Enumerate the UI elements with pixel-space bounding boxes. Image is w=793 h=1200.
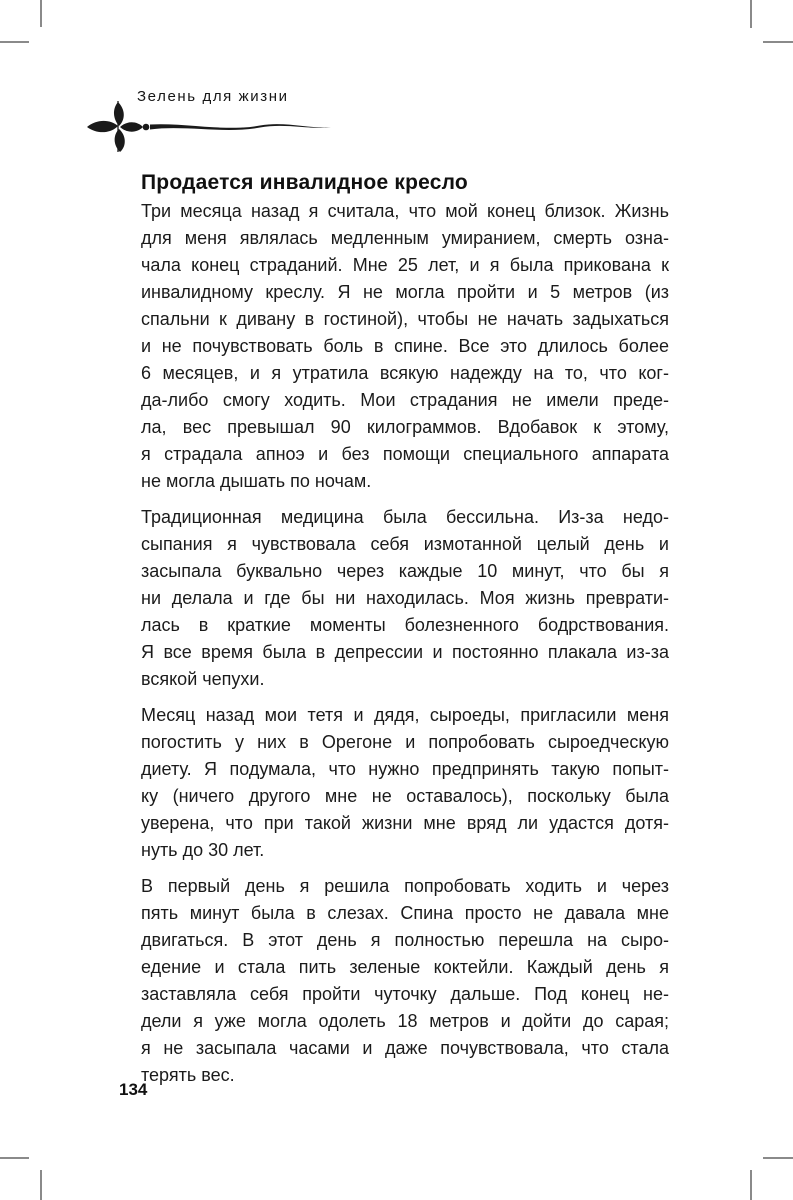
paragraph: [141, 873, 669, 1089]
text-line: Месяц назад мои тетя и дядя, сыроеды, пригласили меня: [141, 705, 669, 725]
text-line: ни делала и где бы ни находилась. Моя жизнь преврати-: [141, 588, 669, 608]
text-line: дели я уже могла одолеть 18 метров и дойти до сарая;: [141, 1011, 669, 1031]
text-line: да-либо смогу ходить. Мои страдания не имели преде-: [141, 390, 669, 410]
flourish-ornament-icon: [85, 99, 335, 153]
crop-mark-top-left-horizontal: [0, 41, 29, 43]
text-line: Традиционная медицина была бессильна. Из-за недо-: [141, 507, 669, 527]
text-line: сыпания я чувствовала себя измотанной целый день и: [141, 534, 669, 554]
text-line: для меня являлась медленным умиранием, смерть озна-: [141, 228, 669, 248]
text-line: нуть до 30 лет.: [141, 840, 265, 860]
paragraphs: [141, 198, 669, 1089]
text-line: инвалидному креслу. Я не могла пройти и 5 метров (из: [141, 282, 669, 302]
text-line: не могла дышать по ночам.: [141, 471, 372, 491]
page-number: 134: [119, 1080, 148, 1099]
section-heading: Продается инвалидное кресло: [141, 171, 468, 194]
text-line: едение и стала пить зеленые коктейли. Каждый день я: [141, 957, 669, 977]
text-line: диету. Я подумала, что нужно предпринять такую попыт-: [141, 759, 669, 779]
crop-mark-top-right-vertical: [750, 0, 752, 28]
text-line: терять вес.: [141, 1065, 235, 1085]
text-line: и не почувствовать боль в спине. Все это длилось более: [141, 336, 669, 356]
text-line: В первый день я решила попробовать ходить и через: [141, 876, 669, 896]
text-line: двигаться. В этот день я полностью перешла на сыро-: [141, 930, 669, 950]
paragraph: [141, 198, 669, 495]
text-line: уверена, что при такой жизни мне вряд ли удастся дотя-: [141, 813, 669, 833]
text-line: Я все время была в депрессии и постоянно плакала из-за: [141, 642, 669, 662]
text-line: я не засыпала часами и даже почувствовала, что стала: [141, 1038, 669, 1058]
text-line: ла, вес превышал 90 килограммов. Вдобавок к этому,: [141, 417, 669, 437]
running-header-title: Зелень для жизни: [137, 88, 289, 105]
crop-mark-bottom-left-vertical: [40, 1170, 42, 1200]
text-line: всякой чепухи.: [141, 669, 265, 689]
text-line: чала конец страданий. Мне 25 лет, и я была прикована к: [141, 255, 669, 275]
text-line: 6 месяцев, и я утратила всякую надежду на то, что ког-: [141, 363, 669, 383]
crop-mark-top-right-horizontal: [763, 41, 793, 43]
text-line: погостить у них в Орегоне и попробовать сыроедческую: [141, 732, 669, 752]
text-line: ку (ничего другого мне не оставалось), поскольку была: [141, 786, 669, 806]
text-line: спальни к дивану в гостиной), чтобы не начать задыхаться: [141, 309, 669, 329]
crop-mark-bottom-right-vertical: [750, 1170, 752, 1200]
text-line: засыпала буквально через каждые 10 минут, что бы я: [141, 561, 669, 581]
crop-mark-bottom-right-horizontal: [763, 1157, 793, 1159]
text-line: заставляла себя пройти чуточку дальше. Под конец не-: [141, 984, 669, 1004]
crop-mark-bottom-left-horizontal: [0, 1157, 29, 1159]
text-line: лась в краткие моменты болезненного бодрствования.: [141, 615, 669, 635]
article-body: [141, 169, 669, 1098]
text-line: Три месяца назад я считала, что мой конец близок. Жизнь: [141, 201, 669, 221]
paragraph: [141, 702, 669, 864]
crop-mark-top-left-vertical: [40, 0, 42, 27]
text-line: пять минут была в слезах. Спина просто не давала мне: [141, 903, 669, 923]
paragraph: [141, 504, 669, 693]
text-line: я страдала апноэ и без помощи специального аппарата: [141, 444, 669, 464]
